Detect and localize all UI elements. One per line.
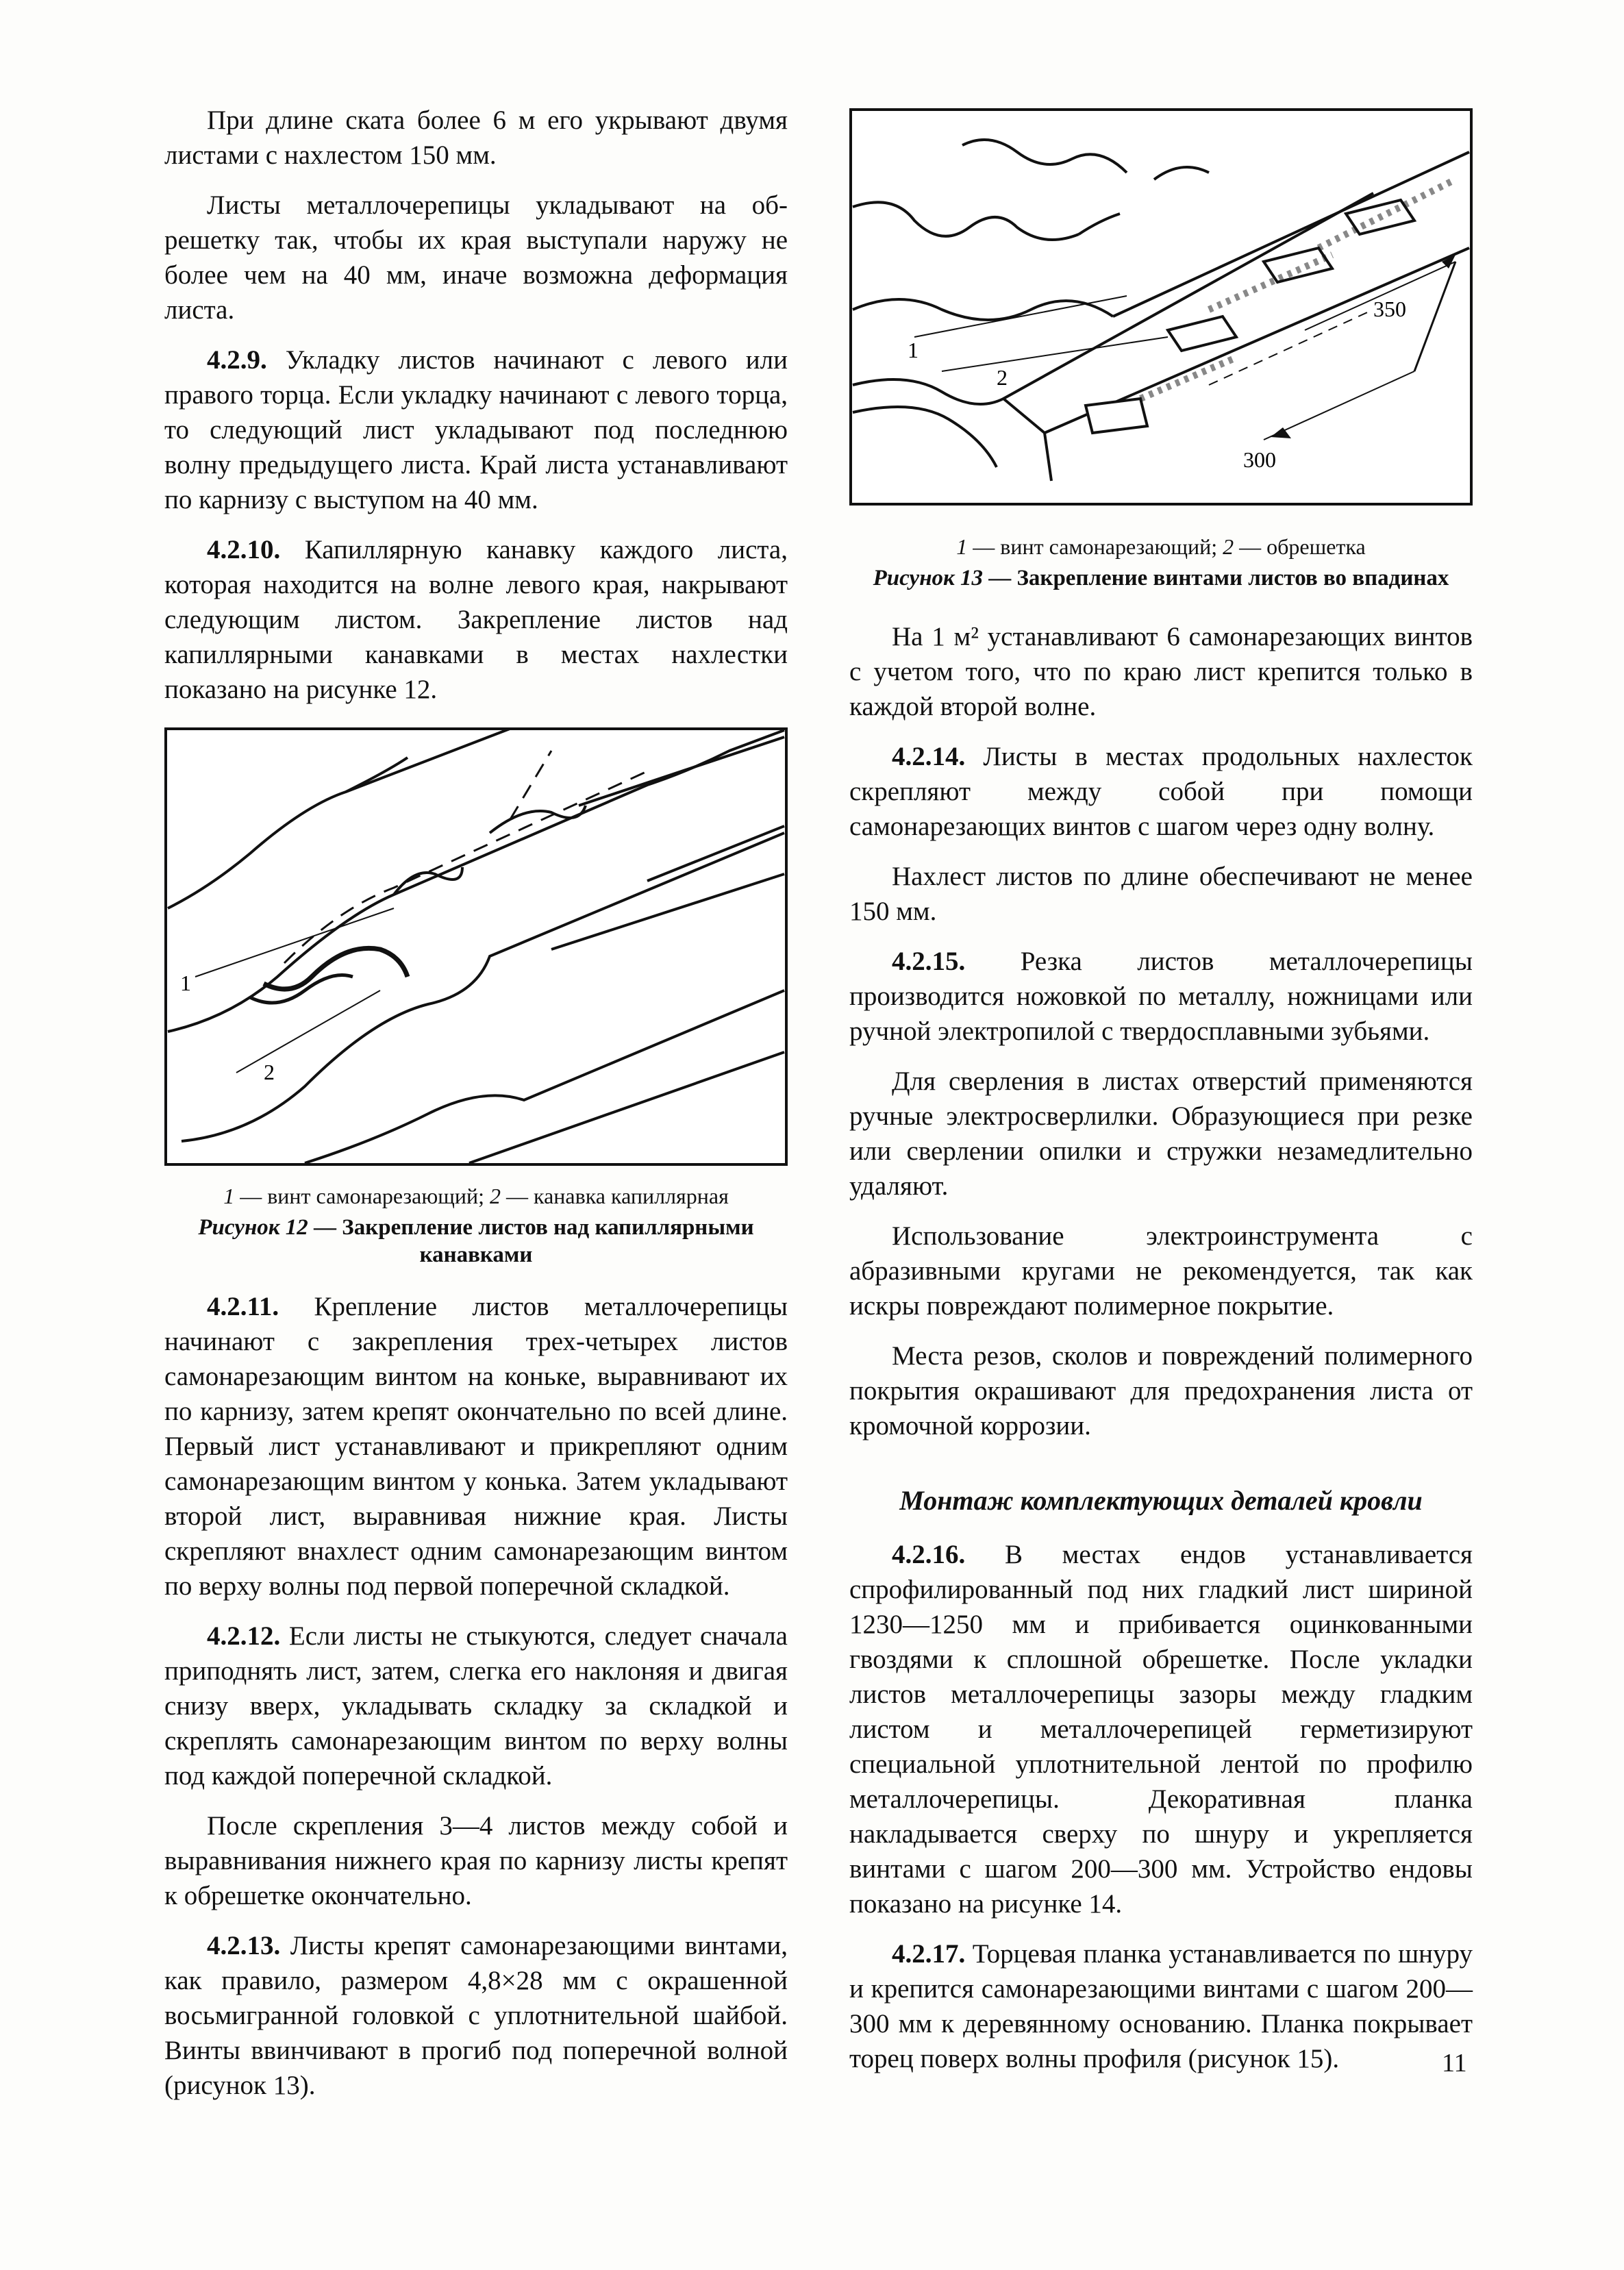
caption-text: — Закрепление винтами листов во впадинах xyxy=(983,566,1449,590)
figure-13-label-1: 1 xyxy=(908,338,919,362)
paragraph-text: Листы в местах продольных нахлесток скрепляют между собой при помощи самонарезающих винтов с шагом через одну волну. xyxy=(849,742,1473,841)
paragraph-text: Листы крепят самонарезающими винтами, как правило, размером 4,8×28 мм с окрашенной восьмигранной головкой с уплотнительной шайбой. Винты ввинчивают в прогиб под поперечной волной (рисунок 13). xyxy=(164,1931,788,2100)
caption-prefix: Рисунок 12 xyxy=(198,1215,308,1240)
paragraph-text: Если листы не стыкуются, следует сначала приподнять лист, затем, слегка его наклоняя и двигая снизу вверх, укладывать складку за складкой и скреплять самонарезающим винтом по верху волны под каждой поперечной складкой. xyxy=(164,1621,788,1791)
legend-number: 1 xyxy=(956,534,968,559)
paragraph xyxy=(164,1289,788,1604)
clause-number: 4.2.12. xyxy=(207,1621,281,1651)
paragraph-text: В местах ендов устанавливается спрофилированный под них гладкий лист шириной 1230—1250 мм и прибивается оцинкованными гвоздями к сплошной обрешетке. После укладки листов металлочерепицы зазоры между гладким листом и металлочерепицей герметизируют специальной уплотнительной лентой по профилю металлочерепицы. Декоративная планка накладывается сверху по шнуру и укрепляется винтами с шагом 200—300 мм. Устройство ендовы показано на рисунке 14. xyxy=(849,1540,1473,1919)
clause-number: 4.2.17. xyxy=(892,1939,966,1969)
clause-number: 4.2.15. xyxy=(892,947,966,976)
section-title: Монтаж комплектующих деталей кровли xyxy=(899,1485,1423,1516)
legend-text: — винт самонарезающий; xyxy=(234,1184,490,1208)
figure-12 xyxy=(164,727,788,1166)
paragraph-text: Крепление листов металлочерепицы начинают с закрепления трех-четырех листов самонарезающим винтом на коньке, выравнивают их по карнизу, затем крепят окончательно по всей длине. Первый лист устанавливают и прикрепляют одним самонарезающим винтом у конька. Затем укладывают второй лист, выравнивая нижние края. Листы скрепляют внахлест одним самонарезающим винтом по верху волны под первой поперечной складкой. xyxy=(164,1292,788,1601)
paragraph xyxy=(849,619,1473,724)
figure-12-legend xyxy=(164,1182,788,1210)
caption-text: — Закрепление листов над капиллярными канавками xyxy=(308,1215,754,1267)
paragraph-text: На 1 м² устанавливают 6 самонарезающих винтов с учетом того, что по краю лист крепится только в каждой второй волне. xyxy=(849,622,1473,721)
dimension-350: 350 xyxy=(1373,297,1406,321)
paragraph-text: Торцевая планка устанавливается по шнуру и крепится самонарезающими винтами с шагом 200—300 мм к деревянному основанию. Планка покрывает торец поверх волны профиля (рисунок 15). xyxy=(849,1939,1473,2073)
paragraph xyxy=(164,532,788,707)
paragraph xyxy=(849,859,1473,929)
paragraph xyxy=(164,188,788,327)
figure-13-caption xyxy=(870,564,1452,592)
dimension-300: 300 xyxy=(1243,447,1276,472)
paragraph-text: Резка листов металлочерепицы производится ножовкой по металлу, ножницами или ручной электропилой с твердосплавными зубьями. xyxy=(849,947,1473,1046)
paragraph xyxy=(849,1537,1473,1921)
legend-text: — обрешетка xyxy=(1234,534,1366,559)
paragraph xyxy=(849,739,1473,844)
page-number: 11 xyxy=(1442,2049,1467,2078)
paragraph-text: Укладку листов начинают с левого или правого торца. Если укладку начинают с левого торца, то следующий лист укладывают под последнюю волну предыдущего листа. Край листа устанавливают по карнизу с выступом на 40 мм. xyxy=(164,345,788,514)
paragraph xyxy=(164,1928,788,2103)
figure-12-drawing xyxy=(167,730,785,1163)
paragraph-text: Листы металлочерепицы укладывают на об-решетку так, чтобы их края выступали наружу не более чем на 40 мм, иначе возможна деформация листа. xyxy=(164,190,788,325)
paragraph-text: Капиллярную канавку каждого листа, которая находится на волне левого края, накрывают следующим листом. Закрепление листов над капиллярными канавками в местах нахлестки показано на рисунке 12. xyxy=(164,535,788,704)
paragraph-text: После скрепления 3—4 листов между собой и выравнивания нижнего края по карнизу листы крепят к обрешетке окончательно. xyxy=(164,1811,788,1910)
paragraph-text: Использование электроинструмента с абразивными кругами не рекомендуется, так как искры повреждают полимерное покрытие. xyxy=(849,1221,1473,1321)
paragraph xyxy=(164,1808,788,1913)
figure-13 xyxy=(849,108,1473,506)
caption-prefix: Рисунок 13 xyxy=(873,566,984,590)
paragraph xyxy=(849,944,1473,1049)
legend-number: 2 xyxy=(490,1184,501,1208)
paragraph xyxy=(849,1936,1473,2076)
figure-12-caption xyxy=(185,1214,767,1269)
legend-text: — винт самонарезающий; xyxy=(967,534,1223,559)
figure-12-label-1: 1 xyxy=(180,971,191,995)
legend-number: 2 xyxy=(1223,534,1234,559)
paragraph xyxy=(849,1338,1473,1443)
figure-12-label-2: 2 xyxy=(264,1060,275,1084)
figure-13-legend xyxy=(849,533,1473,560)
paragraph-text: Нахлест листов по длине обеспечивают не менее 150 мм. xyxy=(849,862,1473,926)
right-column xyxy=(849,108,1473,2091)
clause-number: 4.2.9. xyxy=(207,345,267,375)
legend-text: — канавка капиллярная xyxy=(501,1184,729,1208)
clause-number: 4.2.13. xyxy=(207,1931,281,1960)
legend-number: 1 xyxy=(223,1184,235,1208)
clause-number: 4.2.11. xyxy=(207,1292,279,1321)
paragraph-text: Для сверления в листах отверстий применяются ручные электросверлилки. Образующиеся при резке или сверлении опилки и стружки незамедлительно удаляют. xyxy=(849,1067,1473,1201)
figure-13-drawing xyxy=(852,111,1470,503)
clause-number: 4.2.16. xyxy=(892,1540,966,1569)
paragraph-text: При длине ската более 6 м его укрывают двумя листами с нахлестом 150 мм. xyxy=(164,105,788,170)
clause-number: 4.2.14. xyxy=(892,742,966,771)
figure-13-label-2: 2 xyxy=(997,365,1008,390)
paragraph xyxy=(164,103,788,173)
paragraph xyxy=(849,1064,1473,1203)
paragraph xyxy=(164,1619,788,1793)
left-column xyxy=(164,103,788,2118)
clause-number: 4.2.10. xyxy=(207,535,281,564)
paragraph xyxy=(849,1219,1473,1323)
paragraph xyxy=(164,342,788,517)
paragraph-text: Места резов, сколов и повреждений полимерного покрытия окрашивают для предохранения листа от кромочной коррозии. xyxy=(849,1341,1473,1440)
